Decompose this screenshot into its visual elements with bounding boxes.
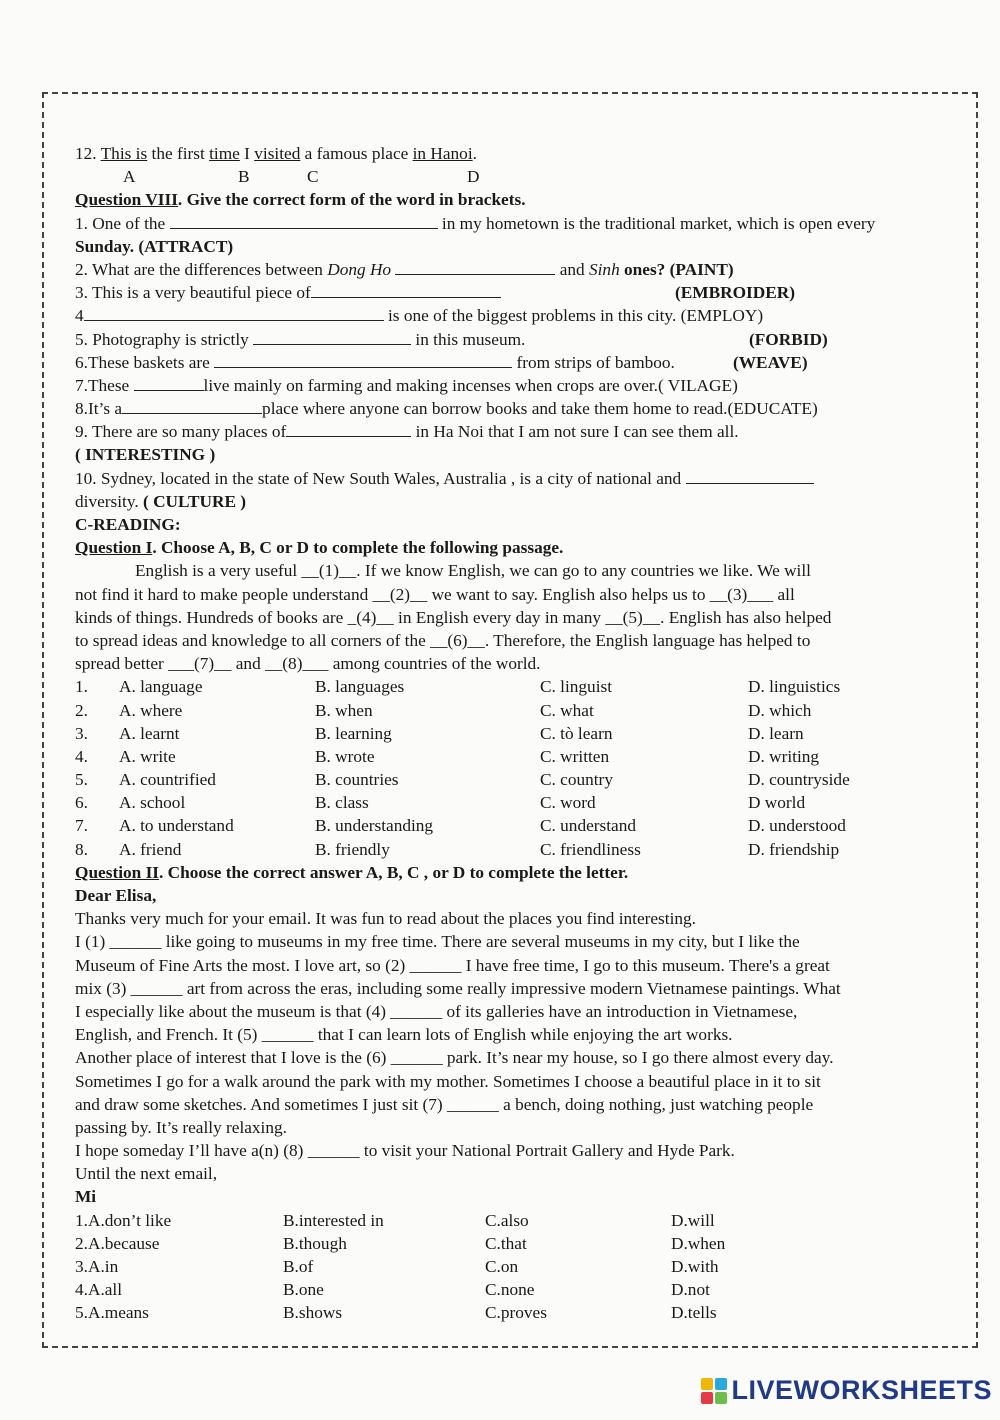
letter-line: Thanks very much for your email. It was fun to read about the places you find interesting. (75, 909, 696, 929)
option-number: 5. (75, 770, 88, 790)
q8-item-text: 4 (75, 306, 84, 326)
answer-option[interactable]: 3.A.in (75, 1257, 119, 1276)
answer-option[interactable]: B.shows (283, 1303, 343, 1323)
q12-number: 12. (75, 144, 101, 163)
q8-item-text: is one of the biggest problems in this city. (EMPLOY) (387, 306, 764, 326)
letter-line: I (1) ______ like going to museums in my free time. There are several museums in my city, but I like the (75, 932, 800, 952)
q8-answer-blank-3[interactable] (311, 282, 501, 298)
answer-option[interactable]: A. learnt (119, 723, 180, 743)
q8-item-4 (75, 304, 975, 327)
letter-line: mix (3) ______ art from across the eras, including some really impressive modern Vietnamese paintings. What (75, 978, 841, 998)
q8-item-hint: (WEAVE) (733, 352, 808, 372)
answer-option[interactable]: D.tells (671, 1303, 717, 1323)
q8-item-text: Sunday. (ATTRACT) (75, 236, 234, 256)
q8-item-italic: Sinh (588, 259, 620, 279)
passage-option-row (75, 699, 975, 722)
answer-option[interactable]: C. written (540, 746, 610, 766)
answer-option[interactable]: D.with (671, 1257, 719, 1276)
answer-option[interactable]: A. countrified (119, 770, 216, 790)
q12-letter-c: C (307, 167, 319, 187)
reading-q2-label: Question II (75, 862, 160, 882)
answer-option[interactable]: D. countryside (748, 770, 850, 790)
q8-answer-blank-10[interactable] (686, 468, 814, 484)
reading-q1-text: . Choose A, B, C or D to complete the following passage. (152, 538, 564, 558)
answer-option[interactable]: A. where (119, 700, 183, 720)
letter-salutation: Dear Elisa, (75, 886, 157, 905)
q8-item-9-cont (75, 443, 975, 466)
answer-option[interactable]: D.will (671, 1210, 715, 1230)
letter-option-row (75, 1301, 975, 1324)
q8-item-6 (75, 351, 975, 374)
letter-options (75, 1209, 975, 1325)
answer-option[interactable]: B. class (315, 793, 369, 813)
liveworksheets-logo-icon (701, 1378, 727, 1404)
q8-item-1 (75, 212, 975, 235)
q8-item-text: 7.These (75, 375, 134, 395)
reading-q2-heading (75, 861, 975, 884)
reading-passage (75, 559, 975, 675)
answer-option[interactable]: B. learning (315, 723, 392, 743)
q8-answer-blank-7[interactable] (134, 375, 204, 391)
letter-line: and draw some sketches. And sometimes I just sit (7) ______ a bench, doing nothing, just watching people (75, 1094, 814, 1114)
answer-option[interactable]: B. countries (315, 770, 399, 790)
q8-item-9 (75, 420, 975, 443)
q8-item-text: ones? (PAINT) (619, 259, 734, 279)
answer-option[interactable]: C. friendliness (540, 839, 641, 859)
q8-heading-text: . Give the correct form of the word in brackets. (177, 190, 526, 210)
q8-item-hint: (FORBID) (749, 329, 828, 349)
q12-underlined-d: in Hanoi (412, 144, 473, 163)
answer-option[interactable]: B. when (315, 700, 373, 720)
worksheet-content (75, 142, 975, 1325)
answer-option[interactable]: C.also (485, 1210, 529, 1230)
answer-option[interactable]: 1.A.don’t like (75, 1210, 172, 1230)
q8-item-text: 6.These baskets are (75, 352, 215, 372)
q8-item-1-cont (75, 235, 975, 258)
q8-answer-blank-8[interactable] (122, 398, 262, 414)
letter-line: Museum of Fine Arts the most. I love art, so (2) ______ I have free time, I go to this museum. There's a great (75, 955, 830, 975)
passage-option-row (75, 675, 975, 698)
letter-line: Until the next email, (75, 1164, 218, 1184)
letter-line: I especially like about the museum is that (4) ______ of its galleries have an introduction in Vietnamese, (75, 1001, 798, 1021)
passage-line: kinds of things. Hundreds of books are _(4)__ in English every day in many __(5)__. English has also helped (75, 607, 832, 627)
answer-option[interactable]: C.on (485, 1257, 519, 1276)
q12-line (75, 142, 975, 165)
answer-option[interactable]: D. learn (748, 723, 804, 743)
answer-option[interactable]: 5.A.means (75, 1303, 149, 1323)
answer-option[interactable]: C. what (540, 700, 594, 720)
answer-option[interactable]: A. school (119, 793, 186, 813)
answer-option[interactable]: B. languages (315, 677, 405, 697)
logo-square (701, 1392, 713, 1404)
q8-item-text: from strips of bamboo. (516, 352, 675, 372)
option-number: 8. (75, 839, 88, 859)
answer-option[interactable]: 2.A.because (75, 1233, 160, 1253)
q12-text: . (472, 144, 477, 163)
q8-item-text: in Ha Noi that I am not sure I can see them all. (411, 422, 739, 442)
q8-heading-label: Question VIII (75, 190, 178, 210)
q12-underlined-a: This is (100, 144, 148, 163)
q12-option-letters (75, 165, 975, 188)
q8-item-text: place where anyone can borrow books and take them home to read.(EDUCATE) (262, 399, 818, 419)
answer-option[interactable]: B. friendly (315, 839, 390, 859)
q8-heading (75, 188, 975, 211)
answer-option[interactable]: B.of (283, 1257, 314, 1276)
answer-option[interactable]: D. which (748, 700, 812, 720)
q8-item-hint: (EMBROIDER) (675, 283, 796, 303)
letter-line: I hope someday I’ll have a(n) (8) ______ to visit your National Portrait Gallery and Hyde Park. (75, 1141, 735, 1161)
answer-option[interactable]: D.when (671, 1233, 726, 1253)
passage-option-row (75, 814, 975, 837)
answer-option[interactable]: D. writing (748, 746, 820, 766)
q8-answer-blank-9[interactable] (286, 421, 411, 437)
option-number: 1. (75, 677, 88, 697)
answer-option[interactable]: D. friendship (748, 839, 840, 859)
answer-option[interactable]: B. wrote (315, 746, 375, 766)
passage-option-row (75, 768, 975, 791)
reading-q2-text: . Choose the correct answer A, B, C , or D to complete the letter. (159, 862, 629, 882)
answer-option[interactable]: B.one (283, 1280, 324, 1300)
q8-answer-blank-5[interactable] (253, 329, 411, 345)
passage-line: English is a very useful __(1)__. If we know English, we can go to any countries we like. We will (135, 561, 811, 581)
option-number: 3. (75, 723, 88, 743)
answer-option[interactable]: A. friend (119, 839, 182, 859)
reading-q1-label: Question I (75, 538, 153, 558)
q8-item-hint: ( INTERESTING ) (75, 445, 216, 465)
q8-item-text: in this museum. (411, 329, 526, 349)
answer-option[interactable]: A. language (119, 677, 203, 697)
q8-item-text: 5. Photography is strictly (75, 329, 254, 349)
option-number: 2. (75, 700, 88, 720)
answer-option[interactable]: C.that (485, 1233, 527, 1253)
q8-item-text: diversity. (75, 491, 143, 511)
q8-item-text: 1. One of the (75, 213, 166, 233)
letter-line: Another place of interest that I love is the (6) ______ park. It’s near my house, so I go there almost every day. (75, 1048, 834, 1068)
option-number: 4. (75, 746, 88, 766)
answer-option[interactable]: D.not (671, 1280, 710, 1300)
answer-option[interactable]: B.though (283, 1233, 347, 1253)
q8-item-8 (75, 397, 975, 420)
letter-line: passing by. It’s really relaxing. (75, 1117, 287, 1137)
q8-item-text: in my hometown is the traditional market, which is open every (441, 213, 876, 233)
q8-item-text: and (555, 259, 589, 279)
letter-option-row (75, 1255, 975, 1278)
q8-item-3 (75, 281, 975, 304)
q8-answer-blank-1[interactable] (170, 213, 438, 229)
letter-signature: Mi (75, 1187, 97, 1207)
q12-letter-d: D (467, 167, 480, 187)
q12-letter-a: A (123, 167, 136, 187)
reading-title: C-READING: (75, 515, 181, 534)
q12-underlined-c: visited (254, 144, 301, 163)
letter-line: Sometimes I go for a walk around the park with my mother. Sometimes I choose a beautiful place in it to sit (75, 1071, 821, 1091)
q8-item-10-cont (75, 490, 975, 513)
q12-letter-b: B (238, 167, 250, 187)
q8-item-italic: Dong Ho (327, 259, 392, 279)
passage-options (75, 675, 975, 861)
option-number: 6. (75, 793, 88, 813)
q8-item-text: 9. There are so many places of (75, 422, 287, 442)
letter-option-row (75, 1232, 975, 1255)
q8-item-hint: ( CULTURE ) (143, 491, 247, 511)
answer-option[interactable]: D. linguistics (748, 677, 841, 697)
answer-option[interactable]: A. to understand (119, 816, 234, 836)
q12-text: the first (147, 144, 210, 163)
q8-item-2 (75, 258, 975, 281)
answer-option[interactable]: C. understand (540, 816, 636, 836)
passage-option-row (75, 838, 975, 861)
q8-item-text: 8.It’s a (75, 399, 123, 419)
q8-item-text: 10. Sydney, located in the state of New South Wales, Australia , is a city of national and (75, 468, 682, 488)
q8-item-10 (75, 467, 975, 490)
logo-square (715, 1392, 727, 1404)
q8-item-5 (75, 328, 975, 351)
q8-answer-blank-4[interactable] (84, 305, 384, 321)
passage-line: not find it hard to make people understand __(2)__ we want to say. English also helps us to __(3)___ all (75, 584, 795, 604)
q8-answer-blank-6[interactable] (214, 352, 512, 368)
logo-square (701, 1378, 713, 1390)
answer-option[interactable]: C. linguist (540, 677, 613, 697)
logo-square (715, 1378, 727, 1390)
answer-option[interactable]: 4.A.all (75, 1280, 123, 1300)
letter-body (75, 907, 975, 1185)
q8-item-text: live mainly on farming and making incenses when crops are over.( VILAGE) (203, 375, 738, 395)
letter-line: English, and French. It (5) ______ that I can learn lots of English while enjoying the art works. (75, 1025, 733, 1045)
passage-line: spread better ___(7)__ and __(8)___ among countries of the world. (75, 654, 541, 674)
q8-answer-blank-2[interactable] (395, 259, 555, 275)
liveworksheets-logo (701, 1375, 992, 1406)
answer-option[interactable]: B. understanding (315, 816, 434, 836)
q8-item-text: 2. What are the differences between (75, 259, 328, 279)
answer-option[interactable]: A. write (119, 746, 176, 766)
answer-option[interactable]: C. tò learn (540, 723, 613, 743)
answer-option[interactable]: C.none (485, 1280, 535, 1300)
q12-text: I (239, 144, 255, 163)
passage-option-row (75, 791, 975, 814)
option-number: 7. (75, 816, 88, 836)
q12-underlined-b: time (209, 144, 240, 163)
liveworksheets-brand-text: LIVEWORKSHEETS (731, 1375, 992, 1405)
passage-line: to spread ideas and knowledge to all corners of the __(6)__. Therefore, the English language has helped to (75, 630, 811, 650)
answer-option[interactable]: C.proves (485, 1303, 547, 1323)
letter-option-row (75, 1209, 975, 1232)
q12-text: a famous place (300, 144, 413, 163)
answer-option[interactable]: C. word (540, 793, 596, 813)
reading-q1-heading (75, 536, 975, 559)
answer-option[interactable]: B.interested in (283, 1210, 384, 1230)
q8-item-text: 3. This is a very beautiful piece of (75, 283, 311, 303)
passage-option-row (75, 722, 975, 745)
q8-item-7 (75, 374, 975, 397)
answer-option[interactable]: C. country (540, 770, 613, 790)
answer-option[interactable]: D world (748, 793, 806, 813)
passage-option-row (75, 745, 975, 768)
letter-option-row (75, 1278, 975, 1301)
answer-option[interactable]: D. understood (748, 816, 846, 836)
